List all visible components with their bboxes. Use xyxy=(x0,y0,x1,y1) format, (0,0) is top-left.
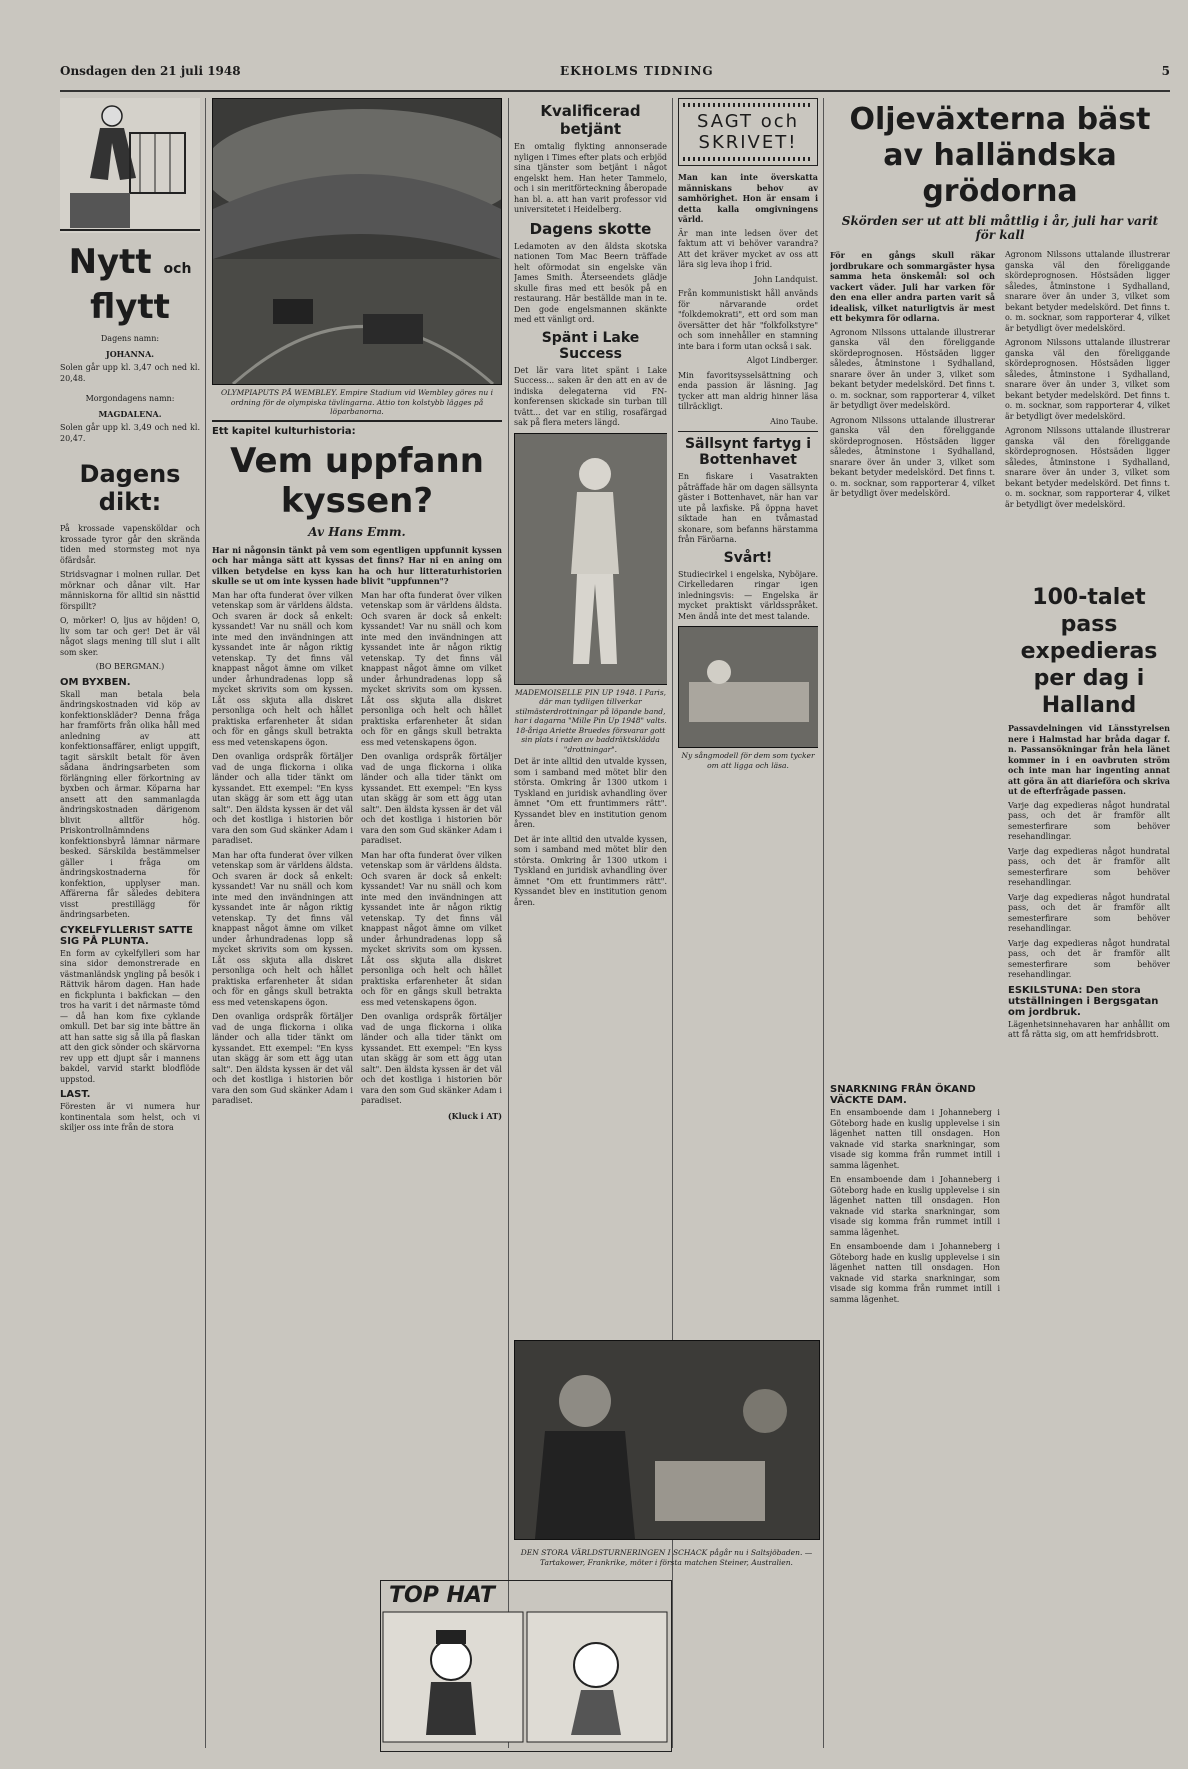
article-text: Ledamoten av den äldsta skotska nationen Tom Mac Beern träffade helt oförmodat sin engelske vän James Smith. Återseendets glädje skulle firas med ett besök på en restaurang. Här beställde man in te. Den gode engelsmannen skänkte med ett vänligt ord. xyxy=(514,241,667,324)
article-text: Varje dag expedieras något hundratal pass, och det är framför allt semesterfirare som behöver resehandlingar. xyxy=(1008,846,1170,887)
kiss-article-body xyxy=(212,591,502,1111)
article-text: Lägenhetsinnehavaren har anhållit om att få rätta sig, om att hemfridsbrott. xyxy=(1008,1019,1170,1039)
name-day-label: Dagens namn: xyxy=(100,334,160,343)
quote-author: Algot Lindberger. xyxy=(746,356,818,365)
article-text: Agronom Nilssons uttalande illustrerar ganska väl den föreliggande skördeprognosen. Höstsäden ligger således, åtminstone i Sydhalland, snarare över än under 3, vilket som bekant betyder medelskörd. Det finns t. o. m. socknar, som rapporterar 4, vilket är betydligt över medelskörd. xyxy=(1005,426,1170,509)
article-heading: OM BYXBEN. xyxy=(60,676,131,688)
article-text: En omtalig flykting annonserade nyligen i Times efter plats och erbjöd sina tjänster som betjänt i något engelskt hem. Han heter Tammelo, och i sin meritförteckning åberopade han bl. a. att han varit professor vid universitetet i Heidelberg. xyxy=(514,142,667,214)
daily-poem-heading: Dagens dikt: xyxy=(79,460,181,516)
article-text: Studiecirkel i engelska, Nyböjare. Cirkelledaren ringar igen inledningsvis: — Engelska är mycket praktiskt världsspråket. Men ändå inte det mest talande. xyxy=(678,569,818,621)
ornament xyxy=(683,157,813,161)
name-day: JOHANNA. xyxy=(105,348,155,359)
photo-caption: MADEMOISELLE PIN UP 1948. I Paris, där man tydligen tillverkar stilmästerdrottningar på löpande band, har i dagarna "Mille Pin Up 1948" valts. 18-åriga Ariette Bruedes försvarar gott sin plats i raden av baddräktsklädda "drottningar". xyxy=(514,687,667,754)
poem-author: (BO BERGMAN.) xyxy=(95,662,165,671)
snoring-section xyxy=(830,1080,1000,1740)
oilseed-subhead: Skörden ser ut att bli måttlig i år, juli har varit för kall xyxy=(841,214,1159,242)
article-heading: LAST. xyxy=(60,1089,91,1100)
article-text: Föresten är vi numera hur kontinentala som helst, och vi skiljer oss inte från de stora xyxy=(60,1102,200,1132)
column-divider xyxy=(508,98,509,1748)
article-text: Den ovanliga ordspråk förtäljer vad de unga flickorna i olika länder och alla tider tänkt om kyssandet. Ett exempel: "En kyss utan skägg är som ett ägg utan salt". Den äldsta kyssen är det väl och det kostliga i historien bör vara den som Gud skänker Adam i paradiset. xyxy=(361,752,502,845)
nytt-och-flytt-heading: Nytt och flytt xyxy=(68,242,192,327)
article-heading: ESKILSTUNA: Den stora utställningen i Bergsgatan om jordbruk. xyxy=(1008,984,1159,1018)
article-text: Varje dag expedieras något hundratal pass, och det är framför allt semesterfirare som behöver resehandlingar. xyxy=(1008,938,1170,979)
article-text: Det lär vara litet spänt i Lake Success... saken är den att en av de indiska delegaterna vid FN-konferensen skickade sin turban till tvätt... det var en stilig, rosafärgad sak på flera meters längd. xyxy=(514,365,667,427)
article-text: Agronom Nilssons uttalande illustrerar ganska väl den föreliggande skördeprognosen. Höstsäden ligger således, åtminstone i Sydhalland, snarare över än under 3, vilket som bekant betyder medelskörd. Det finns t. o. m. socknar, som rapporterar 4, vilket är betydligt över medelskörd. xyxy=(830,415,995,498)
column-divider xyxy=(823,98,824,1748)
lead-paragraph: För en gångs skull räkar jordbrukare och sommargäster hysa samma heta önskemål: sol och vackert väder. Juli har varken för den ena eller andra parten varit så idealisk, vilket naturligtvis är mest ett bekymra för odlarna. xyxy=(830,250,995,323)
tomorrow-name: MAGDALENA. xyxy=(98,408,162,419)
article-heading: SNARKNING FRÅN ÖKAND VÄCKTE DAM. xyxy=(830,1084,976,1106)
middle-column xyxy=(212,98,502,1748)
top-hat-comic xyxy=(380,1580,672,1752)
tomorrow-sun-times: Solen går upp kl. 3,49 och ned kl. 20,47. xyxy=(60,423,200,443)
signature: (Kluck i AT) xyxy=(447,1110,502,1121)
passport-headline: 100-talet pass expedieras per dag i Halland xyxy=(1020,585,1158,718)
lead-paragraph: Passavdelningen vid Länsstyrelsen nere i Halmstad har bråda dagar f. n. Passansökningar från hela länet kommer in i en oavbruten ström och inte man har ingenting annat att göra än att diarieföra och skriva ut de efterfrågade passen. xyxy=(1008,723,1170,796)
article-text: En fiskare i Vasatrakten påträffade här om dagen sällsynta gäster i Bottenhavet, när han var ute på laxfiske. På öppna havet siktade han en tvåmastad skonare, som befanns härstamma från Färöarna. xyxy=(678,472,818,544)
article-text: Man har ofta funderat över vilken vetenskap som är världens äldsta. Och svaren är dock så enkelt: kyssandet! Var nu snäll och kom inte med den invändningen att kyssandet inte är någon riktig vetenskap. Ty det finns väl knappast något ämne om vilket under århundradenas lopp så mycket skrivits som om kyssen. Låt oss skjuta alla diskret personliga och helt och hållet praktiska erfarenheter åt sidan och för en gångs skull betrakta ess med vetenskapens ögon. xyxy=(212,590,353,747)
kicker: Ett kapitel kulturhistoria: xyxy=(212,425,356,437)
oilseed-headline: Oljeväxterna bäst av halländska grödorna xyxy=(849,102,1151,209)
article-text: Skall man betala bela ändringskostnaden vid köp av konfektionskläder? Denna fråga har framförts från olika håll med anledning av att konfektionsaffärer, enligt uppgift, tagit särskilt betalt för även sådana ändringsarbeten som förlängning eller förkortning av byxben och ärmar. Köparna har ansett att den sammanlagda ändringskostnaden därigenom blivit alltför hög. Priskontrollnämndens konfektionsbyrå lämnar närmare besked. Särskilda bestämmelser gäller i fråga om ändringskostnaderna för konfektion, upplyser man. Affärerna får således debitera visst prestillägg för ändringsarbeten. xyxy=(60,689,200,919)
tomorrow-name-label: Morgondagens namn: xyxy=(85,394,175,403)
header-date: Onsdagen den 21 juli 1948 xyxy=(60,64,241,78)
article-heading: Spänt i Lake Success xyxy=(541,329,640,362)
quote-text: Är man inte ledsen över det faktum att vi behöver varandra? Att det kräver mycket av oss att lära sig leva ihop i frid. xyxy=(678,228,818,269)
article-heading: CYKELFYLLERIST SATTE SIG PÅ PLUNTA. xyxy=(60,924,193,947)
article-text: Agronom Nilssons uttalande illustrerar ganska väl den föreliggande skördeprognosen. Höstsäden ligger således, åtminstone i Sydhalland, snarare över än under 3, vilket som bekant betyder medelskörd. Det finns t. o. m. socknar, som rapporterar 4, vilket är betydligt över medelskörd. xyxy=(1005,338,1170,421)
oilseed-article xyxy=(830,250,1170,510)
sagt-och-skrivet-box xyxy=(678,98,818,166)
quote-text: Från kommunistiskt håll används för närvarande ordet "folkdemokrati", ett ord som man översätter det här "folkfolkstyre" och som innehåller en stamning inte bara i form utan också i sak. xyxy=(678,289,818,351)
poem-stanza: På krossade vapensköldar och krossade tyror går den skrända tiden med stormsteg mot nya öfärdsår. xyxy=(60,524,200,565)
photo-caption: Ny sångmodell för dem som tycker om att ligga och läsa. xyxy=(681,751,815,770)
article-text: Varje dag expedieras något hundratal pass, och det är framför allt semesterfirare som behöver resehandlingar. xyxy=(1008,800,1170,841)
article-text: Den ovanliga ordspråk förtäljer vad de unga flickorna i olika länder och alla tider tänkt om kyssandet. Ett exempel: "En kyss utan skägg är som ett ägg utan salt". Den äldsta kyssen är det väl och det kostliga i historien bör vara den som Gud skänker Adam i paradiset. xyxy=(361,1012,502,1105)
quote-author: Aino Taube. xyxy=(770,416,818,426)
left-column xyxy=(60,98,200,1748)
skrivet-heading: SKRIVET! xyxy=(698,132,798,153)
lead-paragraph: Har ni någonsin tänkt på vem som egentligen uppfunnit kyssen och har många sätt att kyssas det finns? Har ni en aning om vilken betydelse en kyss kan ha och hur litteraturhistorien skulle se ut om inte kyssen hade blivit "uppfunnen"? xyxy=(212,544,502,586)
reading-bed-photo xyxy=(678,626,818,748)
article-heading: Kvalificerad betjänt xyxy=(540,102,641,138)
comic-title: TOP HAT xyxy=(389,1583,495,1608)
article-text: Man har ofta funderat över vilken vetenskap som är världens äldsta. Och svaren är dock så enkelt: kyssandet! Var nu snäll och kom inte med den invändningen att kyssandet inte är någon riktig vetenskap. Ty det finns väl knappast något ämne om vilket under århundradenas lopp så mycket skrivits som om kyssen. Låt oss skjuta alla diskret personliga och helt och hållet praktiska erfarenheter åt sidan och för en gångs skull betrakta ess med vetenskapens ögon. xyxy=(361,590,502,747)
article-text: En ensamboende dam i Johanneberg i Göteborg hade en kuslig upplevelse i sin lägenhet natten till onsdagen. Hon vaknade vid starka snarkningar, som visade sig komma från rummet intill i samma lägenhet. xyxy=(830,1175,1000,1237)
article-text: En ensamboende dam i Johanneberg i Göteborg hade en kuslig upplevelse i sin lägenhet natten till onsdagen. Hon vaknade vid starka snarkningar, som visade sig komma från rummet intill i samma lägenhet. xyxy=(830,1108,1000,1170)
quote-lead: Man kan inte överskatta människans behov av samhörighet. Hon är ensam i detta kalla omgivningens värld. xyxy=(678,172,818,224)
article-text: Varje dag expedieras något hundratal pass, och det är framför allt semesterfirare som behöver resehandlingar. xyxy=(1008,892,1170,933)
divider xyxy=(212,420,502,422)
byline: Av Hans Emm. xyxy=(308,524,406,539)
passport-section xyxy=(1008,580,1170,1740)
article-text: Agronom Nilssons uttalande illustrerar ganska väl den föreliggande skördeprognosen. Höstsäden ligger således, åtminstone i Sydhalland, snarare över än under 3, vilket som bekant betyder medelskörd. Det finns t. o. m. socknar, som rapporterar 4, vilket är betydligt över medelskörd. xyxy=(830,327,995,410)
sagt-heading: SAGT och xyxy=(696,111,800,132)
header-page-number: 5 xyxy=(1161,64,1170,78)
pin-up-photo xyxy=(514,433,667,685)
photo-caption: OLYMPIAPUTS PÅ WEMBLEY. Empire Stadium vid Wembley göres nu i ordning för de olympiska tävlingarna. Attio ton kolstybb lägges på löparbanorna. xyxy=(221,388,493,416)
divider xyxy=(678,431,818,432)
poem-stanza: Stridsvagnar i molnen rullar. Det mörknar och dånar vilt. Har människorna för alltid sin nästtid förspillt? xyxy=(60,570,200,611)
article-text: Den ovanliga ordspråk förtäljer vad de unga flickorna i olika länder och alla tider tänkt om kyssandet. Ett exempel: "En kyss utan skägg är som ett ägg utan salt". Den äldsta kyssen är det väl och det kostliga i historien bör vara den som Gud skänker Adam i paradiset. xyxy=(212,752,353,845)
article-text: Den ovanliga ordspråk förtäljer vad de unga flickorna i olika länder och alla tider tänkt om kyssandet. Ett exempel: "En kyss utan skägg är som ett ägg utan salt". Den äldsta kyssen är det väl och det kostliga i historien bör vara den som Gud skänker Adam i paradiset. xyxy=(212,1012,353,1105)
article-heading: Svårt! xyxy=(723,549,773,566)
kiss-headline: Vem uppfann kyssen? xyxy=(230,440,484,521)
chess-caption-wrap xyxy=(514,1545,819,1570)
page-header xyxy=(60,64,1170,86)
article-text: Agronom Nilssons uttalande illustrerar ganska väl den föreliggande skördeprognosen. Höstsäden ligger således, åtminstone i Sydhalland, snarare över än under 3, vilket som bekant betyder medelskörd. Det finns t. o. m. socknar, som rapporterar 4, vilket är betydligt över medelskörd. xyxy=(1005,250,1170,333)
column-divider xyxy=(205,98,206,1748)
quote-author: John Landquist. xyxy=(754,274,818,284)
chess-photo xyxy=(514,1340,819,1540)
article-text: En form av cykelfylleri som har sina sidor demonstrerade en västmanländsk yngling på besök i Rättvik härom dagen. Han hade en fickplunta i bakfickan — den tros ha varit i det närmaste tömd — då han kom fixe cyklande omkull. Det bar sig inte bättre än att han satte sig så illa på flaskan att den gick sönder och skärvorna rev upp ett djupt sår i mannens bakdel, varvid starkt blodflöde uppstod. xyxy=(60,948,200,1084)
article-heading: Dagens skotte xyxy=(529,219,652,238)
article-text: Det är inte alltid den utvalde kyssen, som i samband med mötet blir den största. Omkring år 1300 utkom i Tyskland en juridisk avhandling över ämnet "Om ett fruntimmers rätt". Kyssandet blev en institution genom åren. xyxy=(514,757,667,829)
photo-caption: DEN STORA VÄRLDSTURNERINGEN I SCHACK pågår nu i Saltsjöbaden. — Tartakower, Frankrike, möter i första matchen Steiner, Australien. xyxy=(520,1548,813,1567)
header-rule xyxy=(60,90,1170,92)
ornament xyxy=(683,103,813,107)
article-text: En ensamboende dam i Johanneberg i Göteborg hade en kuslig upplevelse i sin lägenhet natten till onsdagen. Hon vaknade vid starka snarkningar, som visade sig komma från rummet intill i samma lägenhet. xyxy=(830,1242,1000,1304)
article-heading: Sällsynt fartyg i Bottenhavet xyxy=(684,436,812,468)
header-paper-name: EKHOLMS TIDNING xyxy=(560,64,714,78)
quote-text: Min favoritsysselsättning och enda passion är läsning. Jag tycker att man aldrig hinner läsa tillräckligt. xyxy=(678,370,818,411)
column-four xyxy=(678,98,818,1328)
article-text: Man har ofta funderat över vilken vetenskap som är världens äldsta. Och svaren är dock så enkelt: kyssandet! Var nu snäll och kom inte med den invändningen att kyssandet inte är någon riktig vetenskap. Ty det finns väl knappast något ämne om vilket under århundradenas lopp så mycket skrivits som om kyssen. Låt oss skjuta alla diskret personliga och helt och hållet praktiska erfarenheter åt sidan och för en gångs skull betrakta ess med vetenskapens ögon. xyxy=(361,850,502,1007)
moving-cartoon-illustration xyxy=(60,98,200,233)
poem-stanza: O, mörker! O, ljus av höjden! O, liv som tar och ger! Det är väl något slags mening till slut i allt som sker. xyxy=(60,616,200,657)
wembley-stadium-photo xyxy=(212,98,502,385)
comic-panels xyxy=(381,1610,669,1745)
sun-times: Solen går upp kl. 3,47 och ned kl. 20,48. xyxy=(60,363,200,383)
article-text: Det är inte alltid den utvalde kyssen, som i samband med mötet blir den största. Omkring år 1300 utkom i Tyskland en juridisk avhandling över ämnet "Om ett fruntimmers rätt". Kyssandet blev en institution genom åren. xyxy=(514,834,667,907)
article-text: Man har ofta funderat över vilken vetenskap som är världens äldsta. Och svaren är dock så enkelt: kyssandet! Var nu snäll och kom inte med den invändningen att kyssandet inte är någon riktig vetenskap. Ty det finns väl knappast något ämne om vilket under århundradenas lopp så mycket skrivits som om kyssen. Låt oss skjuta alla diskret personliga och helt och hållet praktiska erfarenheter åt sidan och för en gångs skull betrakta ess med vetenskapens ögon. xyxy=(212,850,353,1007)
